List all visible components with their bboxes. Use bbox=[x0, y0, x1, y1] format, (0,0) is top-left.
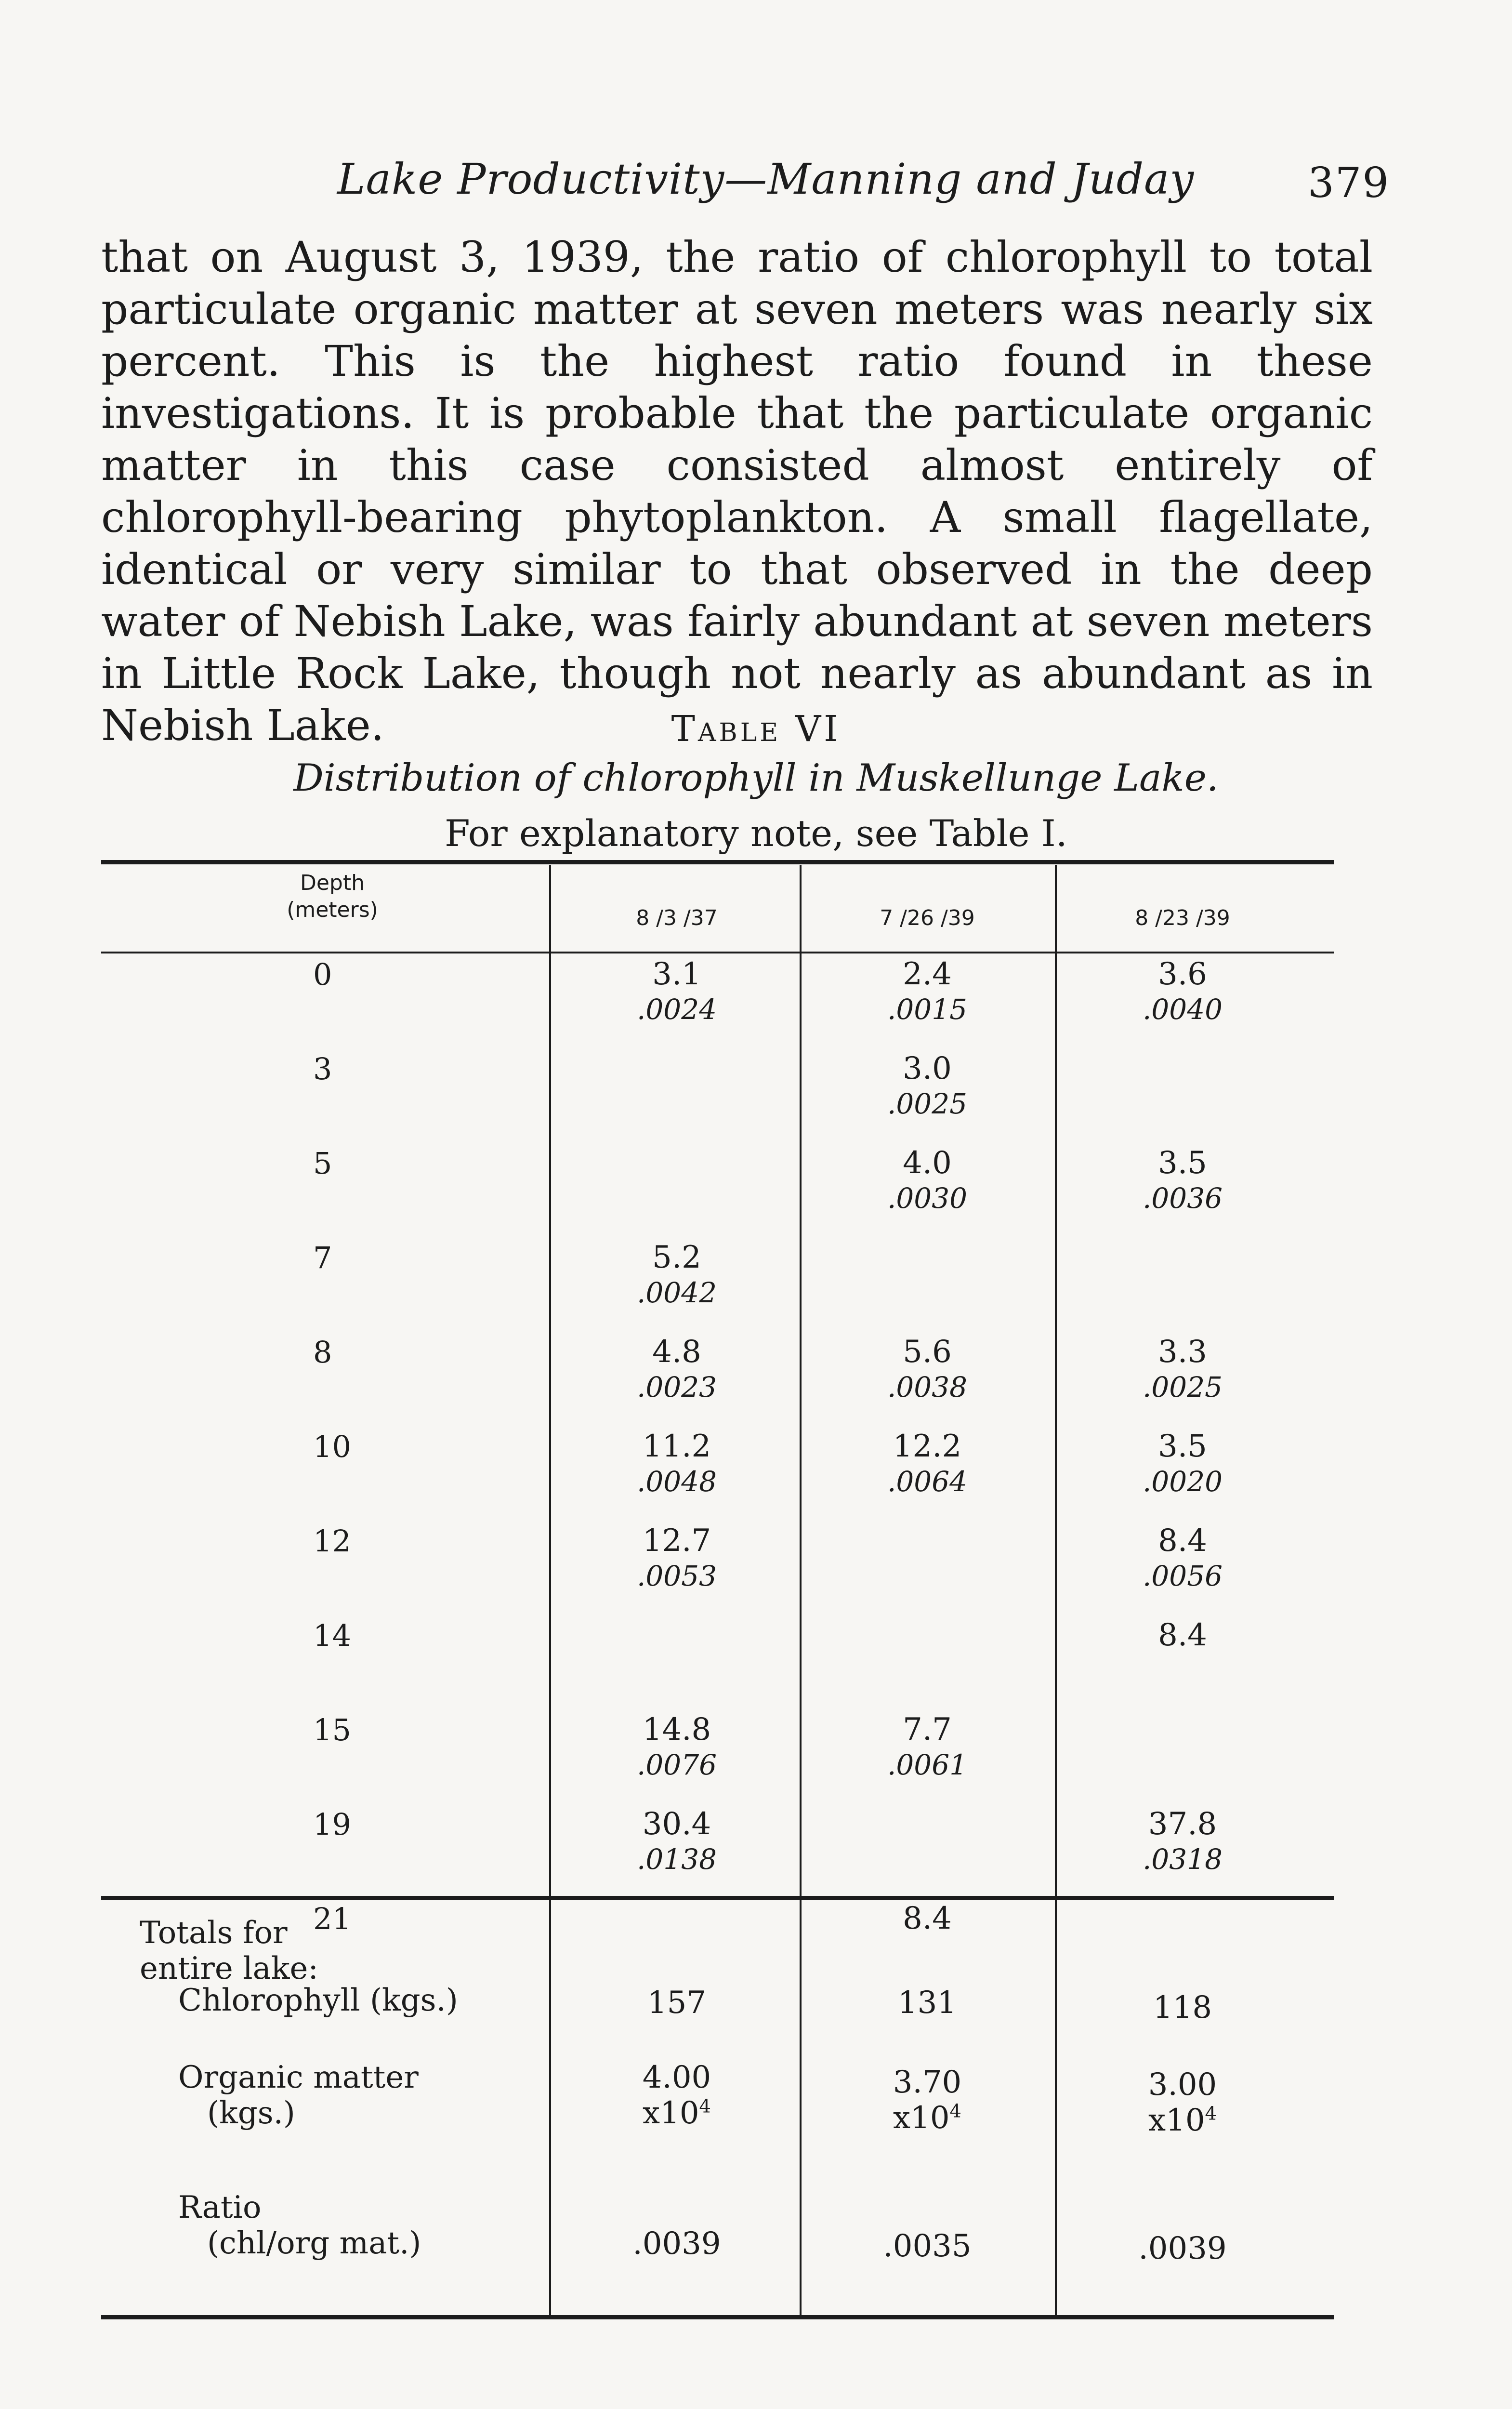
organic-label-line2: (kgs.) bbox=[207, 2095, 295, 2131]
depth-cell: 19 bbox=[313, 1807, 351, 1842]
ratio-value: .0024 bbox=[636, 993, 717, 1026]
totals-label-line1: Totals for bbox=[140, 1915, 288, 1951]
ratio-value: .0030 bbox=[887, 1182, 968, 1215]
chlorophyll-value: 3.0 bbox=[903, 1051, 952, 1086]
page-number: 379 bbox=[1308, 159, 1390, 207]
value-cell bbox=[552, 1429, 802, 1499]
value-cell bbox=[1057, 1806, 1308, 1877]
value-cell bbox=[1057, 956, 1308, 1027]
chlorophyll-value: 7.7 bbox=[903, 1712, 952, 1747]
ratio-total: .0039 bbox=[1138, 2231, 1227, 2266]
organic-exp-power: 4 bbox=[1205, 2103, 1217, 2125]
organic-value: 4.00 bbox=[642, 2060, 711, 2095]
depth-header-line1: Depth bbox=[300, 871, 365, 895]
totals-label bbox=[140, 1915, 318, 1986]
depth-cell: 15 bbox=[313, 1712, 351, 1747]
table-row bbox=[101, 1051, 1334, 1147]
ratio-value: .0025 bbox=[887, 1087, 968, 1120]
value-cell bbox=[1057, 1334, 1308, 1404]
value-cell bbox=[802, 1051, 1052, 1121]
chlorophyll-value: 11.2 bbox=[642, 1429, 711, 1464]
chlorophyll-value: 3.1 bbox=[652, 956, 701, 992]
organic-total bbox=[802, 2065, 1052, 2136]
organic-exp: x10 bbox=[643, 2095, 699, 2131]
organic-value: 3.00 bbox=[1148, 2067, 1217, 2103]
organic-total bbox=[552, 2060, 802, 2131]
chlorophyll-value: 4.8 bbox=[652, 1334, 701, 1370]
ratio-value: .0020 bbox=[1142, 1465, 1223, 1498]
value-cell bbox=[802, 1334, 1052, 1404]
ratio-label bbox=[178, 2190, 421, 2261]
table-row bbox=[101, 1429, 1334, 1525]
value-cell bbox=[552, 956, 802, 1027]
chlorophyll-value: 3.5 bbox=[1158, 1429, 1207, 1464]
ratio-value: .0025 bbox=[1142, 1371, 1223, 1403]
organic-exp: x10 bbox=[893, 2100, 950, 2136]
chlorophyll-value: 8.4 bbox=[1158, 1523, 1207, 1559]
value-cell bbox=[1057, 1617, 1308, 1653]
column-header: 7 /26 /39 bbox=[880, 906, 975, 930]
organic-total bbox=[1057, 2067, 1308, 2138]
chlorophyll-value: 8.4 bbox=[1158, 1617, 1207, 1653]
column-header: 8 /3 /37 bbox=[636, 906, 718, 930]
chlorophyll-value: 14.8 bbox=[642, 1712, 711, 1747]
ratio-value: .0064 bbox=[887, 1465, 968, 1498]
table-row bbox=[101, 1617, 1334, 1714]
chlorophyll-total: 118 bbox=[1153, 1990, 1212, 2025]
organic-exp: x10 bbox=[1148, 2103, 1205, 2138]
chlorophyll-value: 37.8 bbox=[1148, 1806, 1217, 1842]
chlorophyll-total: 157 bbox=[647, 1985, 707, 2021]
chlorophyll-value: 3.6 bbox=[1158, 956, 1207, 992]
organic-label-line1: Organic matter bbox=[178, 2060, 419, 2095]
running-head bbox=[0, 145, 1512, 217]
value-cell bbox=[802, 1429, 1052, 1499]
value-cell bbox=[802, 1712, 1052, 1782]
ratio-label-line1: Ratio bbox=[178, 2190, 262, 2225]
value-cell bbox=[552, 1240, 802, 1310]
value-cell bbox=[1057, 1523, 1308, 1593]
value-cell bbox=[552, 1523, 802, 1593]
organic-value: 3.70 bbox=[893, 2065, 962, 2100]
table-top-rule bbox=[101, 860, 1334, 864]
depth-cell: 8 bbox=[313, 1335, 332, 1370]
table-title: Distribution of chlorophyll in Muskellunge Lake. bbox=[293, 756, 1219, 800]
value-cell bbox=[1057, 1429, 1308, 1499]
ratio-value: .0053 bbox=[636, 1560, 717, 1592]
running-title: Lake Productivity—Manning and Juday bbox=[337, 154, 1195, 204]
depth-cell: 7 bbox=[313, 1240, 332, 1275]
chlorophyll-value: 4.0 bbox=[903, 1145, 952, 1181]
table-row bbox=[101, 1712, 1334, 1808]
organic-exp-power: 4 bbox=[949, 2100, 961, 2122]
chlorophyll-table bbox=[101, 860, 1334, 2320]
ratio-value: .0048 bbox=[636, 1465, 717, 1498]
ratio-value: .0076 bbox=[636, 1748, 717, 1781]
chlorophyll-total: 131 bbox=[897, 1985, 957, 2021]
table-row bbox=[101, 1145, 1334, 1242]
totals-label-line2: entire lake: bbox=[140, 1951, 318, 1986]
organic-exp-power: 4 bbox=[699, 2095, 711, 2118]
chlorophyll-value: 5.6 bbox=[903, 1334, 952, 1370]
depth-cell: 12 bbox=[313, 1523, 351, 1559]
ratio-value: .0023 bbox=[636, 1371, 717, 1403]
table-row bbox=[101, 956, 1334, 1053]
depth-cell: 0 bbox=[313, 957, 332, 992]
depth-cell: 5 bbox=[313, 1146, 332, 1181]
ratio-value: .0318 bbox=[1142, 1843, 1223, 1876]
value-cell bbox=[802, 1145, 1052, 1216]
table-row bbox=[101, 1240, 1334, 1336]
ratio-value: .0015 bbox=[887, 993, 968, 1026]
depth-cell: 21 bbox=[313, 1901, 351, 1936]
ratio-value: .0042 bbox=[636, 1276, 717, 1309]
value-cell bbox=[1057, 1145, 1308, 1216]
organic-matter-label bbox=[178, 2060, 419, 2131]
chlorophyll-value: 2.4 bbox=[903, 956, 952, 992]
ratio-total: .0039 bbox=[632, 2226, 721, 2262]
chlorophyll-value: 12.2 bbox=[893, 1429, 962, 1464]
table-row bbox=[101, 1334, 1334, 1430]
chlorophyll-value: 3.3 bbox=[1158, 1334, 1207, 1370]
chlorophyll-value: 30.4 bbox=[642, 1806, 711, 1842]
ratio-total: .0035 bbox=[883, 2228, 972, 2264]
chlorophyll-value: 12.7 bbox=[642, 1523, 711, 1559]
chlorophyll-value: 8.4 bbox=[903, 1901, 952, 1936]
value-cell bbox=[802, 1901, 1052, 1936]
depth-header bbox=[260, 870, 405, 924]
chlorophyll-value: 3.5 bbox=[1158, 1145, 1207, 1181]
table-number: Table VI bbox=[671, 708, 841, 750]
depth-cell: 3 bbox=[313, 1051, 332, 1086]
ratio-value: .0038 bbox=[887, 1371, 968, 1403]
value-cell bbox=[552, 1806, 802, 1877]
table-bottom-rule bbox=[101, 2315, 1334, 2319]
table-header-rule bbox=[101, 952, 1334, 953]
ratio-value: .0061 bbox=[887, 1748, 968, 1781]
depth-cell: 10 bbox=[313, 1429, 351, 1464]
table-note: For explanatory note, see Table I. bbox=[445, 812, 1067, 855]
ratio-label-line2: (chl/org mat.) bbox=[207, 2225, 421, 2261]
table-row bbox=[101, 1806, 1334, 1903]
value-cell bbox=[552, 1334, 802, 1404]
ratio-value: .0036 bbox=[1142, 1182, 1223, 1215]
body-paragraph: that on August 3, 1939, the ratio of chlorophyll to total particulate organic matter at seven meters was nearly six percent. This is the highest ratio found in these investigations. It is probable that the particulate organic matter in this case consisted almost entirely of chlorophyll-bearing phytoplankton. A small flagellate, identical or very similar to that observed in the deep water of Nebish Lake, was fairly abundant at seven meters in Little Rock Lake, though not nearly as abundant as in Nebish Lake. bbox=[101, 232, 1373, 750]
depth-cell: 14 bbox=[313, 1618, 351, 1653]
depth-header-line2: (meters) bbox=[287, 898, 378, 922]
table-row bbox=[101, 1523, 1334, 1619]
value-cell bbox=[552, 1712, 802, 1782]
column-header: 8 /23 /39 bbox=[1135, 906, 1230, 930]
value-cell bbox=[802, 956, 1052, 1027]
ratio-value: .0138 bbox=[636, 1843, 717, 1876]
chlorophyll-value: 5.2 bbox=[652, 1240, 701, 1275]
ratio-value: .0056 bbox=[1142, 1560, 1223, 1592]
ratio-value: .0040 bbox=[1142, 993, 1223, 1026]
chlorophyll-label: Chlorophyll (kgs.) bbox=[178, 1983, 458, 2018]
